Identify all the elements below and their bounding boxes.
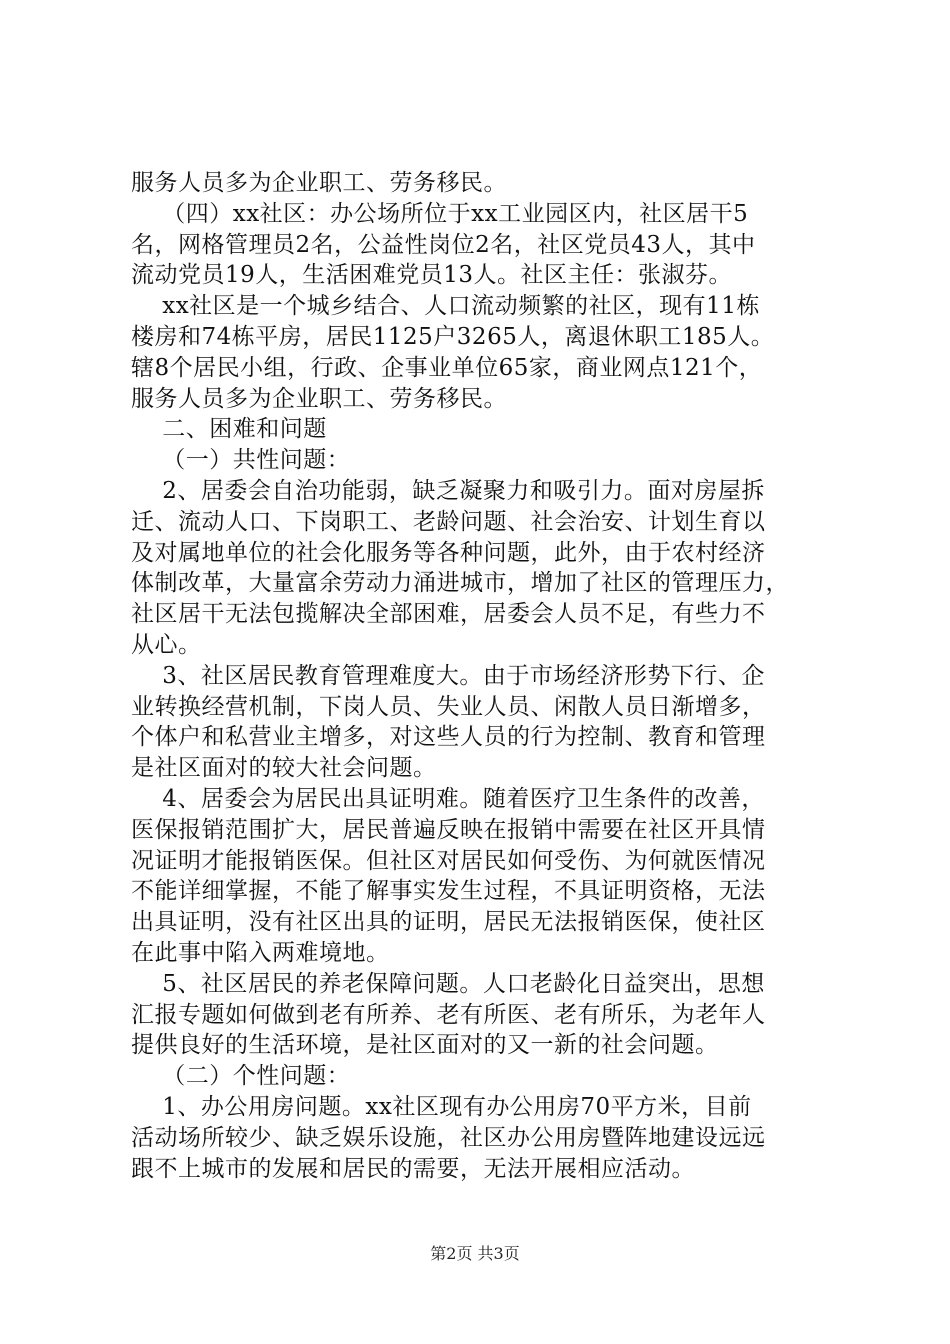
text-line: 二、困难和问题 [131,416,327,443]
text-line: 2、居委会自治功能弱，缺乏凝聚力和吸引力。面对房屋拆 [131,477,765,504]
text-line: 不能详细掌握，不能了解事实发生过程，不具证明资格，无法 [131,878,766,905]
text-line: （一）共性问题： [131,447,351,474]
text-line: 楼房和74栋平房，居民1125户3265人，离退休职工185人。 [131,323,775,350]
text-line: 医保报销范围扩大，居民普遍反映在报销中需要在社区开具情 [131,816,766,843]
text-line: 从心。 [131,631,202,658]
text-line: （四）xx社区：办公场所位于xx工业园区内，社区居干5 [131,200,749,227]
text-line: 4、居委会为居民出具证明难。随着医疗卫生条件的改善， [131,785,765,812]
text-line: 活动场所较少、缺乏娱乐设施，社区办公用房暨阵地建设远远 [131,1124,766,1151]
text-line: 服务人员多为企业职工、劳务移民。 [131,385,507,412]
text-line: 辖8个居民小组，行政、企事业单位65家，商业网点121个， [131,354,763,381]
text-line: 及对属地单位的社会化服务等各种问题，此外，由于农村经济 [131,539,766,566]
text-line: 业转换经营机制，下岗人员、失业人员、闲散人员日渐增多， [131,693,766,720]
text-line: 个体户和私营业主增多，对这些人员的行为控制、教育和管理 [131,724,766,751]
text-line: 提供良好的生活环境，是社区面对的又一新的社会问题。 [131,1032,719,1059]
text-line: 是社区面对的较大社会问题。 [131,755,437,782]
text-line: 名，网格管理员2名，公益性岗位2名，社区党员43人，其中 [131,231,756,258]
text-line: 体制改革，大量富余劳动力涌进城市，增加了社区的管理压力， [131,570,789,597]
text-line: （二）个性问题： [131,1063,351,1090]
text-line: 3、社区居民教育管理难度大。由于市场经济形势下行、企 [131,662,765,689]
text-line: 服务人员多为企业职工、劳务移民。 [131,170,507,196]
page-footer: 第2页 共3页 [430,1244,520,1263]
text-line: 跟不上城市的发展和居民的需要，无法开展相应活动。 [131,1155,695,1182]
text-line: 况证明才能报销医保。但社区对居民如何受伤、为何就医情况 [131,847,766,874]
text-line: 社区居干无法包揽解决全部困难，居委会人员不足，有些力不 [131,601,766,628]
text-line: 在此事中陷入两难境地。 [131,939,390,966]
text-line: 出具证明，没有社区出具的证明，居民无法报销医保，使社区 [131,909,766,936]
text-line: xx社区是一个城乡结合、人口流动频繁的社区，现有11栋 [131,293,760,320]
text-line: 5、社区居民的养老保障问题。人口老龄化日益突出，思想 [131,970,765,997]
text-line: 流动党员19人，生活困难党员13人。社区主任：张淑芬。 [131,262,733,289]
text-line: 1、办公用房问题。xx社区现有办公用房70平方米，目前 [131,1093,752,1120]
text-line: 迁、流动人口、下岗职工、老龄问题、社会治安、计划生育以 [131,508,766,535]
document-body [131,168,831,1184]
text-line: 汇报专题如何做到老有所养、老有所医、老有所乐，为老年人 [131,1001,766,1028]
